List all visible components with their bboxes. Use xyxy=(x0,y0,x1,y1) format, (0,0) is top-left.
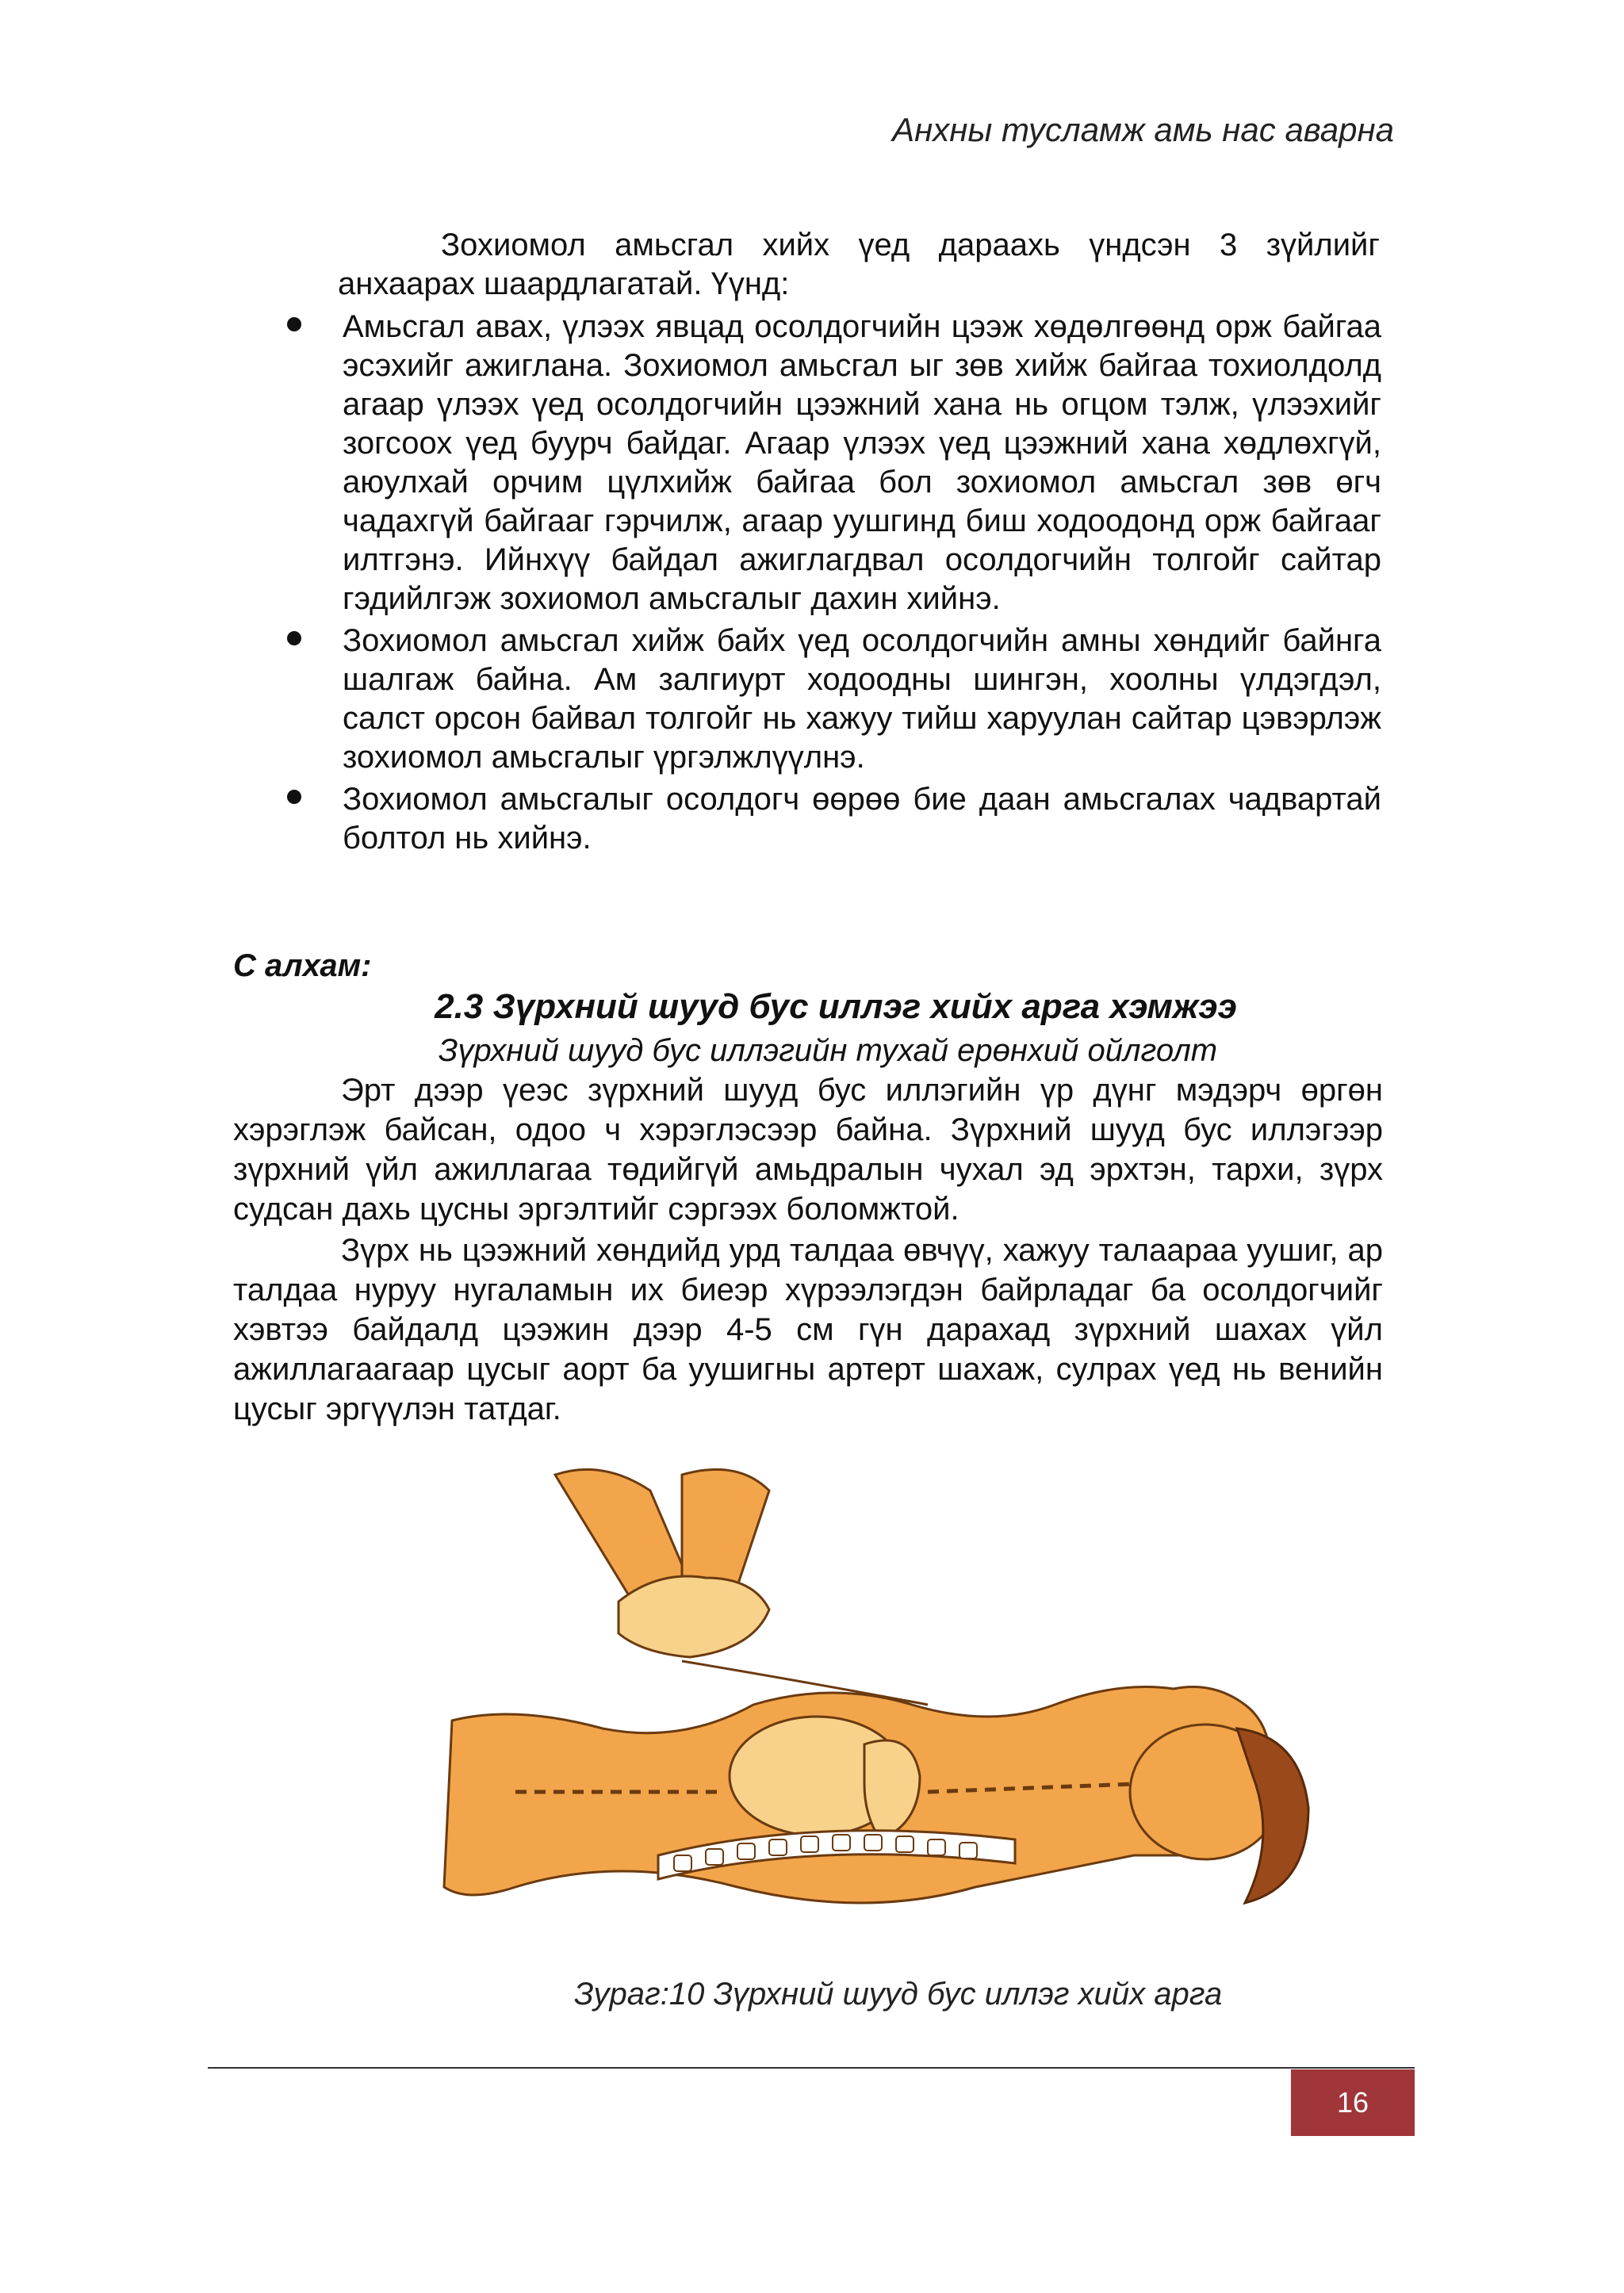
bullet-text: Зохиомол амьсгал хийж байх үед осолдогчийн амны хөндийг байнга шалгаж байна. Ам залгиурт ходоодны шингэн, хоолны үлдэгдэл, салст орсон байвал толгойг нь хажуу тийш харуулан сайтар цэвэрлэж зохиомол амьсгалыг үргэлжлүүлнэ. xyxy=(343,623,1381,775)
bullet-icon xyxy=(287,790,301,804)
figure-caption: Зураг:10 Зүрхний шууд бус иллэг хийх арга xyxy=(574,1977,1223,2012)
bullet-text: Амьсгал авах, үлээх явцад осолдогчийн цээж хөдөлгөөнд орж байгаа эсэхийг ажиглана. Зохиомол амьсгал ыг зөв хийж байгаа тохиолдолд агаар үлээх үед осолдогчийн цээжний хана нь огцом тэлж, үлээхийг зогсоох үед буурч байдаг. Агаар үлээх үед цээжний хана хөдлөхгүй, аюулхай орчим цүлхийж байгаа бол зохиомол амьсгал зөв өгч чадахгүй байгааг гэрчилж, агаар уушгинд биш ходоодонд орж байгааг илтгэнэ. Ийнхүү байдал ажиглагдвал осолдогчийн толгойг сайтар гэдийлгэж зохиомол амьсгалыг дахин хийнэ. xyxy=(343,309,1381,616)
list-item xyxy=(287,622,1381,777)
section-subtitle: Зүрхний шууд бус иллэгийн тухай ерөнхий ойлголт xyxy=(438,1033,1218,1068)
list-item xyxy=(287,780,1381,858)
bullet-icon xyxy=(287,631,301,645)
bullet-text: Зохиомол амьсгалыг осолдогч өөрөө бие даан амьсгалах чадвартай болтол нь хийнэ. xyxy=(343,782,1381,856)
running-header: Анхны тусламж амь нас аварна xyxy=(892,111,1394,148)
bullet-list xyxy=(287,308,1381,861)
cpr-illustration xyxy=(420,1443,1324,1950)
step-label: С алхам: xyxy=(233,948,372,983)
list-item xyxy=(287,308,1381,618)
bullet-icon xyxy=(287,317,301,331)
body-paragraph-1: Эрт дээр үеэс зүрхний шууд бус иллэгийн үр дүнг мэдэрч өргөн хэрэглэж байсан, одоо ч хэрэглэсээр байна. Зүрхний шууд бус иллэгээр зүрхний үйл ажиллагаа төдийгүй амьдралын чухал эд эрхтэн, тархи, зүрх судсан дахь цусны эргэлтийг сэргээх боломжтой. xyxy=(233,1073,1383,1227)
footer-divider xyxy=(208,2067,1415,2069)
section-title: 2.3 Зүрхний шууд бус иллэг хийх арга хэмжээ xyxy=(435,987,1237,1026)
intro-text: Зохиомол амьсгал хийх үед дараахь үндсэн 3 зүйлийг анхаарах шаардлагатай. Үүнд: xyxy=(338,228,1380,301)
intro-paragraph xyxy=(338,226,1380,304)
page-number: 16 xyxy=(1291,2069,1415,2136)
body-paragraph-2: Зүрх нь цээжний хөндийд урд талдаа өвчүү, хажуу талаараа уушиг, ар талдаа нуруу нугаламын их биеэр хүрээлэгдэн байрладаг ба осолдогчийг хэвтээ байдалд цээжин дээр 4-5 см гүн дарахад зүрхний шахах үйл ажиллагаагаар цусыг аорт ба уушигны артерт шахаж, сулрах үед нь венийн цусыг эргүүлэн татдаг. xyxy=(233,1233,1383,1426)
